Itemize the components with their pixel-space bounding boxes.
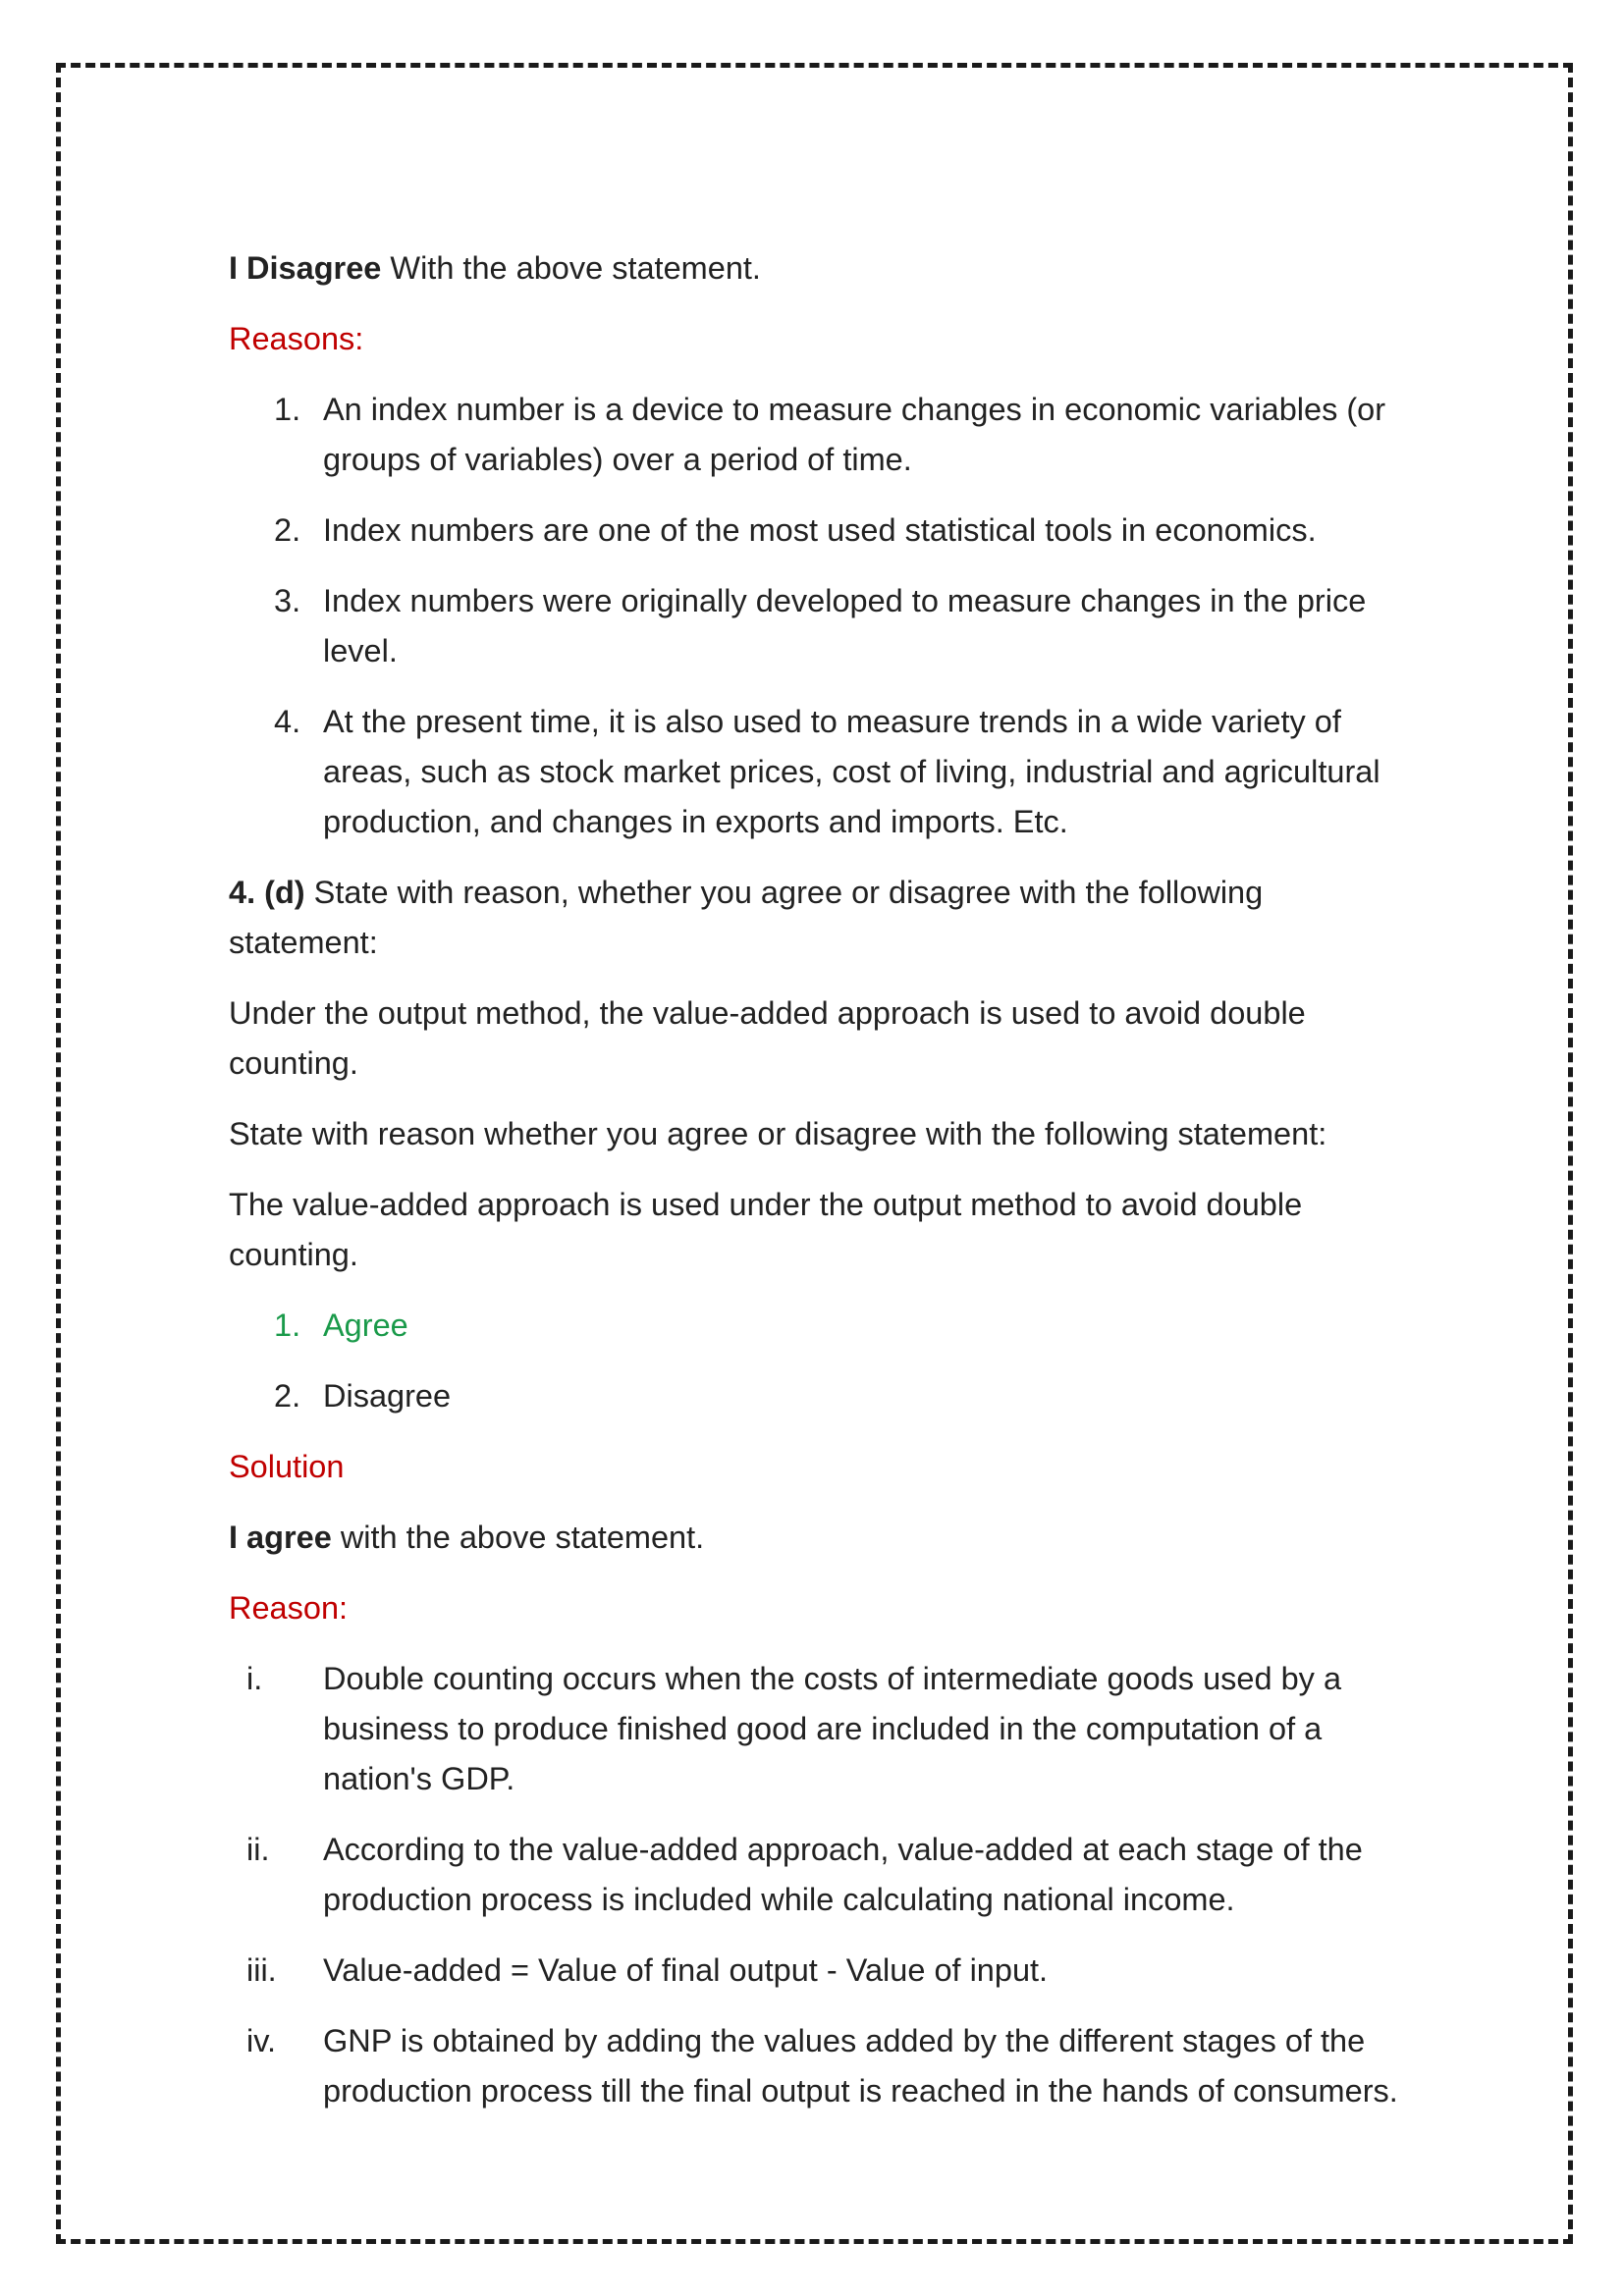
question-prompt-2: State with reason whether you agree or disagree with the following statement: [229,1116,1327,1151]
options-list [229,1301,1407,1421]
solution-lead-bold: I agree [229,1520,332,1555]
list-marker: 2. [274,512,301,548]
solution-heading: Solution [229,1449,345,1484]
option-text: Agree [323,1308,408,1343]
list-item-text: Index numbers are one of the most used statistical tools in economics. [323,512,1317,548]
question-prompt-text: State with reason, whether you agree or disagree with the following statement: [229,875,1264,960]
question-prompt [229,868,1407,968]
list-item [229,1825,1407,1925]
list-item-text: Index numbers were originally developed to measure changes in the price level. [323,583,1367,668]
list-item-text: Double counting occurs when the costs of intermediate goods used by a business to produce finished good are included in the computation of a nation's GDP. [323,1661,1342,1796]
question-statement: Under the output method, the value-added approach is used to avoid double counting. [229,995,1306,1081]
list-marker: 1. [274,392,301,427]
intro-statement [229,243,1407,294]
question-statement-2: The value-added approach is used under the output method to avoid double counting. [229,1187,1303,1272]
list-item [229,506,1407,556]
reasons-list [229,385,1407,847]
document-content [229,243,1407,2137]
list-marker: 4. [274,704,301,739]
list-item-text: According to the value-added approach, value-added at each stage of the production process is included while calculating national income. [323,1832,1363,1917]
list-marker: iii. [246,1952,277,1988]
list-item-text: At the present time, it is also used to measure trends in a wide variety of areas, such as stock market prices, cost of living, industrial and agricultural production, and changes in exports and imports. Etc. [323,704,1380,839]
solution-reasons-list [229,1654,1407,2116]
list-item [229,385,1407,485]
list-item-text: Value-added = Value of final output - Value of input. [323,1952,1049,1988]
list-item [229,576,1407,676]
list-marker: 2. [274,1378,301,1414]
list-marker: 3. [274,583,301,618]
question-number: 4. (d) [229,875,305,910]
option-disagree [229,1371,1407,1421]
list-item [229,2016,1407,2116]
intro-lead-bold: I Disagree [229,250,382,286]
option-agree [229,1301,1407,1351]
list-item [229,1946,1407,1996]
list-item-text: GNP is obtained by adding the values added by the different stages of the production process till the final output is reached in the hands of consumers. [323,2023,1398,2109]
solution-lead [229,1513,1407,1563]
option-text: Disagree [323,1378,452,1414]
reason-heading: Reason: [229,1590,349,1626]
list-marker: 1. [274,1308,301,1343]
list-item-text: An index number is a device to measure changes in economic variables (or groups of variables) over a period of time. [323,392,1386,477]
reasons-heading: Reasons: [229,321,364,356]
list-marker: ii. [246,1832,270,1867]
list-marker: iv. [246,2023,277,2058]
list-marker: i. [246,1661,263,1696]
list-item [229,697,1407,847]
list-item [229,1654,1407,1804]
solution-lead-rest: with the above statement. [331,1520,705,1555]
intro-lead-rest: With the above statement. [381,250,761,286]
